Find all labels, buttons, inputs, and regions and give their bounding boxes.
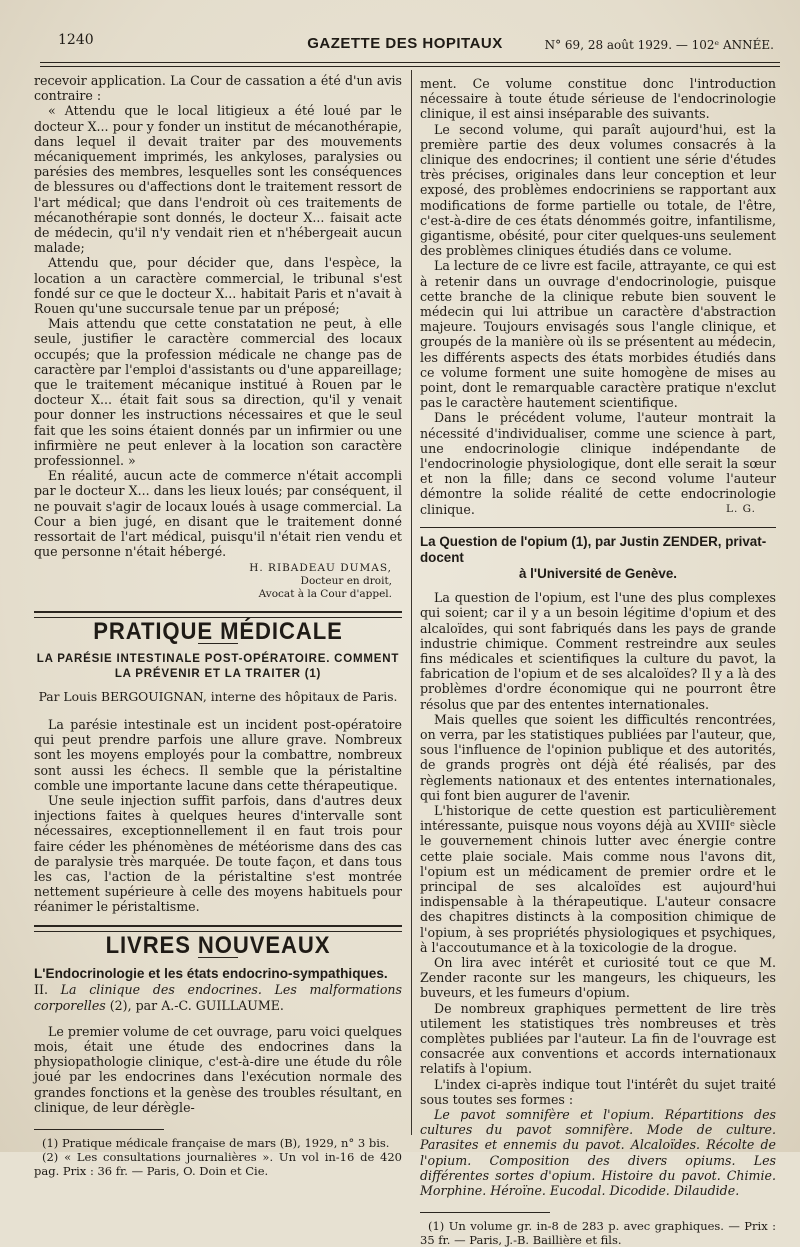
page-header: [28, 28, 782, 62]
signature-name: H. RIBADEAU DUMAS,: [249, 561, 392, 574]
opium-title-line-1: La Question de l'opium (1), par Justin ZENDER, privat-docent: [420, 534, 767, 566]
paragraph: La parésie intestinale est un incident post-opératoire qui peut prendre parfois une allure grave. Nombreux sont les moyens employés pour la combattre, nombreux sont aussi les échecs. Il semble que la péristaltine comble une importante lacune dans cette thérapeutique.: [34, 716, 402, 793]
paragraph: L'historique de cette question est particulièrement intéressante, puisque nous voyons déjà au XVIIIᵉ siècle le gouvernement chinois lutter avec énergie contre cette plaie sociale. Mais comme nous l'avons dit, l'opium est un médicament de premier ordre et le principal de ses alcaloïdes est aujourd'hui indispensable à la thérapeutique. L'auteur consacre des chapitres distincts à la composition chimique de l'opium, à ses propriétés physiologiques et psychiques, à l'accoutumance et à la toxicologie de la drogue.: [420, 802, 776, 955]
left-column: [34, 73, 402, 1178]
right-column: [420, 76, 776, 1247]
footnote-rule: [420, 1212, 550, 1213]
article-title: [34, 652, 402, 682]
article-byline: Par Louis BERGOUIGNAN, interne des hôpitaux de Paris.: [38, 689, 398, 704]
paragraph: On lira avec intérêt et curiosité tout ce que M. Zender raconte sur les mangeurs, les chiqueurs, les buveurs, et les fumeurs d'opium.: [420, 954, 776, 1001]
section-rule: [34, 611, 402, 618]
section-rule: [34, 925, 402, 932]
header-rule: [40, 62, 780, 63]
book-author: (2), par A.-C. GUILLAUME.: [105, 997, 284, 1013]
book-volume: II.: [34, 981, 61, 997]
footnotes: [420, 1219, 776, 1247]
signature-affiliation: Avocat à la Cour d'appel.: [258, 587, 392, 600]
paragraph: De nombreux graphiques permettent de lire très utilement les statistiques très nombreuses et très complètes publiées par l'auteur. La fin de l'ouvrage est consacrée aux conventions et accords internationaux relatifs à l'opium.: [420, 1000, 776, 1077]
paragraph: Une seule injection suffit parfois, dans d'autres deux injections faites à quelques heures d'intervalle sont nécessaires, exceptionnellement il en faut trois pour faire céder les phénomènes de météorisme dans des cas de paralysie très marquée. De toute façon, et dans tous les cas, l'action de la péristaltine s'est montrée nettement supérieure à celle des moyens habituels pour réanimer le péristaltisme.: [34, 792, 402, 915]
footnote: (1) Pratique médicale française de mars (B), 1929, n° 3 bis.: [42, 1135, 390, 1150]
divider: [420, 527, 776, 528]
section-heading-pratique: PRATIQUE MÉDICALE: [93, 617, 343, 645]
section-heading-livres: LIVRES NOUVEAUX: [105, 931, 331, 959]
footnotes: [34, 1136, 402, 1178]
journal-title: GAZETTE DES HOPITAUX: [307, 35, 503, 52]
signature-title: Docteur en droit,: [300, 574, 392, 587]
paragraph: recevoir application. La Cour de cassation a été d'un avis contraire :: [34, 73, 402, 104]
article-title-line-2: LA PRÉVENIR ET LA TRAITER (1): [114, 667, 322, 680]
column-divider: [411, 70, 412, 1135]
footnote-rule: [34, 1129, 164, 1130]
book-title-sub: [34, 982, 402, 1013]
book-review-title: [34, 966, 402, 1014]
paragraph: Mais attendu que cette constatation ne peut, à elle seule, justifier le caractère commercial des locaux occupés; que la profession médicale ne change pas de caractère par l'emploi d'assistants ou d'une appareillage; que le traitement mécanique institué à Rouen par le docteur X... était fait sous sa direction, qu'il y venait pour donner les instructions nécessaires et que le seul fait que les soins étaient donnés par un infirmier ou une infirmière ne peut enlever à la location son caractère professionnel. »: [34, 316, 402, 469]
article-title-line-1: LA PARÉSIE INTESTINALE POST-OPÉRATOIRE. COMMENT: [36, 652, 400, 665]
paragraph: L'index ci-après indique tout l'intérêt du sujet traité sous toutes ses formes :: [420, 1076, 776, 1107]
page-number: 1240: [58, 32, 94, 48]
paragraph: « Attendu que le local litigieux a été loué par le docteur X... pour y fonder un institut de mécanothérapie, dans lequel il devait traiter par des mouvements mécaniquement imprimés, les ankyloses, paralysies ou parésies des membres, lesquelles sont les conséquences de blessures ou d'affections dont le traitement ressort de l'art médical; que dans l'endroit où ces traitements de mécanothérapie sont donnés, le docteur X... faisait acte de médecin, qu'il n'y vendait rien et n'hébergeait aucun malade;: [34, 103, 402, 256]
opium-title-line-2: à l'Université de Genève.: [519, 566, 677, 582]
footnote: (2) « Les consultations journalières ». Un vol in-16 de 420 pag. Prix : 36 fr. — Paris, O. Doin et Cie.: [34, 1149, 402, 1178]
issue-info: N° 69, 28 août 1929. — 102ᵉ ANNÉE.: [544, 38, 774, 52]
book-title-main: L'Endocrinologie et les états endocrino-sympathiques.: [34, 965, 388, 981]
paragraph: Attendu que, pour décider que, dans l'espèce, la location a un caractère commercial, le tribunal s'est fondé sur ce que le docteur X... habitait Paris et n'avait à Rouen qu'une succursale tenue par un préposé;: [34, 255, 402, 317]
paragraph: Le premier volume de cet ouvrage, paru voici quelques mois, était une étude des endocrines dans la physiopathologie clinique, c'est-à-dire une étude du rôle joué par les endocrines dans l'exécution normale des grandes fonctions et la genèse des troubles résultant, en clinique, de leur dérègle-: [34, 1023, 402, 1115]
paragraph: En réalité, aucun acte de commerce n'était accompli par le docteur X... dans les lieux loués; par conséquent, il ne pouvait s'agir de locaux loués à usage commercial. La Cour a bien jugé, en disant que le traitement donné ressortait de l'art médical, puisqu'il n'était rien vendu et que personne n'était hébergé.: [34, 468, 402, 560]
index-paragraph: Le pavot somnifère et l'opium. Répartitions des cultures du pavot somnifère. Mode de culture. Parasites et ennemis du pavot. Alcaloïdes. Récolte de l'opium. Composition des divers opiums. Les différentes sortes d'opium. Histoire du pavot. Chimie. Morphine. Héroïne. Eucodal. Dicodide. Dilaudide.: [420, 1107, 776, 1199]
author-signature: [34, 562, 402, 601]
book-subtitle: La clinique des endocrines. Les malformations corporelles: [34, 981, 402, 1013]
review-initials: L. G.: [726, 502, 756, 515]
paragraph: Dans le précédent volume, l'auteur montrait la nécessité d'individualiser, comme une science à part, une endocrinologie clinique indépendante de l'endocrinologie physiologique, dont elle serait la sœur et non la fille; dans ce second volume l'auteur démontre la solide réalité de cette endocrinologie clinique.: [420, 410, 776, 517]
opium-review-title: [420, 534, 776, 582]
header-rule-2: [40, 66, 780, 67]
paragraph: ment. Ce volume constitue donc l'introduction nécessaire à toute étude sérieuse de l'endocrinologie clinique, il est ainsi inséparable des suivants.: [420, 76, 776, 122]
footnote: (1) Un volume gr. in-8 de 283 p. avec graphiques. — Prix : 35 fr. — Paris, J.-B. Baillière et fils.: [420, 1219, 776, 1247]
paragraph: Mais quelles que soient les difficultés rencontrées, on verra, par les statistiques publiées par l'auteur, que, sous l'influence de l'opinion publique et des autorités, de grands progrès ont déjà été réalisés, par des règlements nationaux et des ententes internationales, qui font bien augurer de l'avenir.: [420, 711, 776, 803]
paragraph: La question de l'opium, est l'une des plus complexes qui soient; car il y a un besoin légitime d'opium et des alcaloïdes, qui sont fabriqués dans les pays de grande industrie chimique. Comment restreindre aux seules fins médicales et scientifiques la culture du pavot, la fabrication de l'opium et de ses alcaloïdes? Il y a là des problèmes d'ordre économique qui ne pourront être résolus que par des ententes internationales.: [420, 590, 776, 712]
paragraph: La lecture de ce livre est facile, attrayante, ce qui est à retenir dans un ouvrage d'endocrinologie, puisque cette branche de la clinique rebute bien souvent le médecin qui lui attribue un caractère d'abstraction majeure. Toujours envisagés sous l'angle clinique, et groupés de la manière où ils se présentent au médecin, les différents aspects des états morbides étudiés dans ce volume forment une suite homogène de mises au point, dont le remarquable caractère pratique n'exclut pas le caractère hautement scientifique.: [420, 258, 776, 411]
paragraph: Le second volume, qui paraît aujourd'hui, est la première partie des deux volumes consacrés à la clinique des endocrines; il contient une série d'études très précises, originales dans leur conception et leur exposé, des problèmes endocriniens se rapportant aux modifications de forme partielle ou totale, de l'être, c'est-à-dire de ces états dénommés goitre, infantilisme, gigantisme, obésité, pour citer quelques-uns seulement des problèmes cliniques étudiés dans ce volume.: [420, 121, 776, 259]
